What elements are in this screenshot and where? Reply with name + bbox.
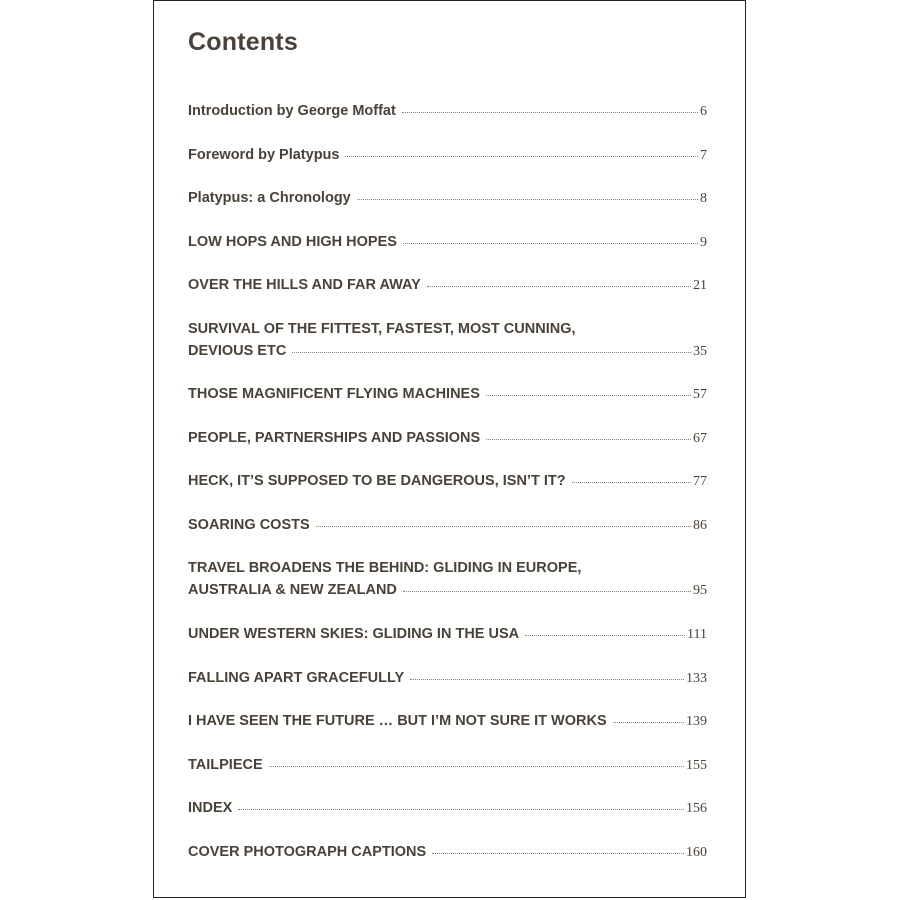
dot-leader (613, 721, 684, 723)
toc-entry-title: FALLING APART GRACEFULLY (188, 670, 405, 686)
toc-entry-title: INDEX (188, 800, 233, 816)
toc-entry-line (188, 624, 707, 646)
dot-leader (572, 481, 691, 483)
toc-page-number: 57 (693, 387, 707, 402)
book-page (153, 0, 746, 898)
toc-entry[interactable] (188, 384, 707, 406)
toc-entry[interactable] (188, 145, 707, 167)
toc-entry-line (188, 384, 707, 406)
dot-leader (345, 155, 698, 157)
toc-entry[interactable] (188, 558, 707, 601)
toc-entry-line (188, 842, 707, 864)
toc-entry-title: AUSTRALIA & NEW ZEALAND (188, 581, 397, 598)
toc-entry-line (188, 755, 707, 777)
toc-page-number: 77 (693, 474, 707, 489)
toc-entry-title: UNDER WESTERN SKIES: GLIDING IN THE USA (188, 626, 520, 642)
toc-entry[interactable] (188, 188, 707, 210)
toc-entry-title: Platypus: a Chronology (188, 190, 351, 206)
toc-entry[interactable] (188, 755, 707, 777)
toc-entry-title: THOSE MAGNIFICENT FLYING MACHINES (188, 386, 480, 402)
dot-leader (269, 765, 684, 767)
toc-page-number: 35 (693, 343, 707, 359)
toc-entry-line (188, 515, 707, 537)
toc-page-number: 160 (686, 845, 707, 860)
dot-leader (292, 351, 691, 353)
toc-entry[interactable] (188, 275, 707, 297)
toc-page-number: 133 (686, 671, 707, 686)
toc-entry-line (188, 188, 707, 210)
toc-entry-title: Introduction by George Moffat (188, 103, 396, 119)
toc-page-number: 67 (693, 431, 707, 446)
toc-entry[interactable] (188, 101, 707, 123)
toc-entry[interactable] (188, 471, 707, 493)
dot-leader (486, 394, 691, 396)
toc-page-number: 8 (700, 191, 707, 206)
toc-entry-line (188, 101, 707, 123)
toc-page-number: 95 (693, 582, 707, 598)
toc-entry-title: Foreword by Platypus (188, 147, 340, 163)
toc-entry-line (188, 558, 707, 580)
dot-leader (402, 111, 698, 113)
toc-entry-title: HECK, IT’S SUPPOSED TO BE DANGEROUS, ISN’T IT? (188, 473, 566, 489)
dot-leader (486, 438, 691, 440)
toc-entry-line (188, 471, 707, 493)
toc-entry[interactable] (188, 668, 707, 690)
toc-page-number: 139 (686, 714, 707, 729)
toc-entry-title: COVER PHOTOGRAPH CAPTIONS (188, 844, 427, 860)
toc-entry[interactable] (188, 711, 707, 733)
toc-page-number: 86 (693, 518, 707, 533)
toc-entry-line (188, 580, 707, 602)
dot-leader (316, 525, 691, 527)
dot-leader (403, 590, 691, 592)
dot-leader (357, 198, 698, 200)
toc-entry-line (188, 798, 707, 820)
toc-entry-title: TAILPIECE (188, 757, 263, 773)
toc-entry[interactable] (188, 842, 707, 864)
dot-leader (238, 808, 684, 810)
toc-entry[interactable] (188, 798, 707, 820)
dot-leader (410, 678, 684, 680)
toc-page-number: 21 (693, 278, 707, 293)
toc-entry-title: LOW HOPS AND HIGH HOPES (188, 234, 397, 250)
toc-entry-line (188, 275, 707, 297)
toc-entry[interactable] (188, 428, 707, 450)
toc-page-number: 7 (700, 148, 707, 163)
toc-entry-title: TRAVEL BROADENS THE BEHIND: GLIDING IN EUROPE, (188, 560, 582, 576)
toc-entry-line (188, 668, 707, 690)
toc-page-number: 6 (700, 104, 707, 119)
toc-entry-line (188, 232, 707, 254)
dot-leader (432, 852, 684, 854)
toc-entry-title: DEVIOUS ETC (188, 342, 287, 359)
toc-entry[interactable] (188, 515, 707, 537)
toc-entry-line (188, 428, 707, 450)
toc-entry-line (188, 711, 707, 733)
toc-entry-title: SURVIVAL OF THE FITTEST, FASTEST, MOST CUNNING, (188, 321, 576, 337)
dot-leader (525, 634, 685, 636)
toc-page-number: 156 (686, 801, 707, 816)
toc-entry-line (188, 319, 707, 341)
dot-leader (427, 285, 691, 287)
toc-page-number: 9 (700, 235, 707, 250)
toc-entry[interactable] (188, 232, 707, 254)
dot-leader (403, 242, 698, 244)
toc-entry-line (188, 341, 707, 363)
toc-entry-title: OVER THE HILLS AND FAR AWAY (188, 277, 421, 293)
toc-entry-title: PEOPLE, PARTNERSHIPS AND PASSIONS (188, 430, 481, 446)
toc-page-number: 155 (686, 758, 707, 773)
toc-entry-title: SOARING COSTS (188, 517, 310, 533)
toc-entry-line (188, 145, 707, 167)
toc-entry-title: I HAVE SEEN THE FUTURE … BUT I’M NOT SURE IT WORKS (188, 713, 607, 729)
toc-entry[interactable] (188, 319, 707, 362)
toc-entry[interactable] (188, 624, 707, 646)
contents-title: Contents (188, 28, 298, 56)
toc-page-number: 111 (687, 627, 707, 642)
